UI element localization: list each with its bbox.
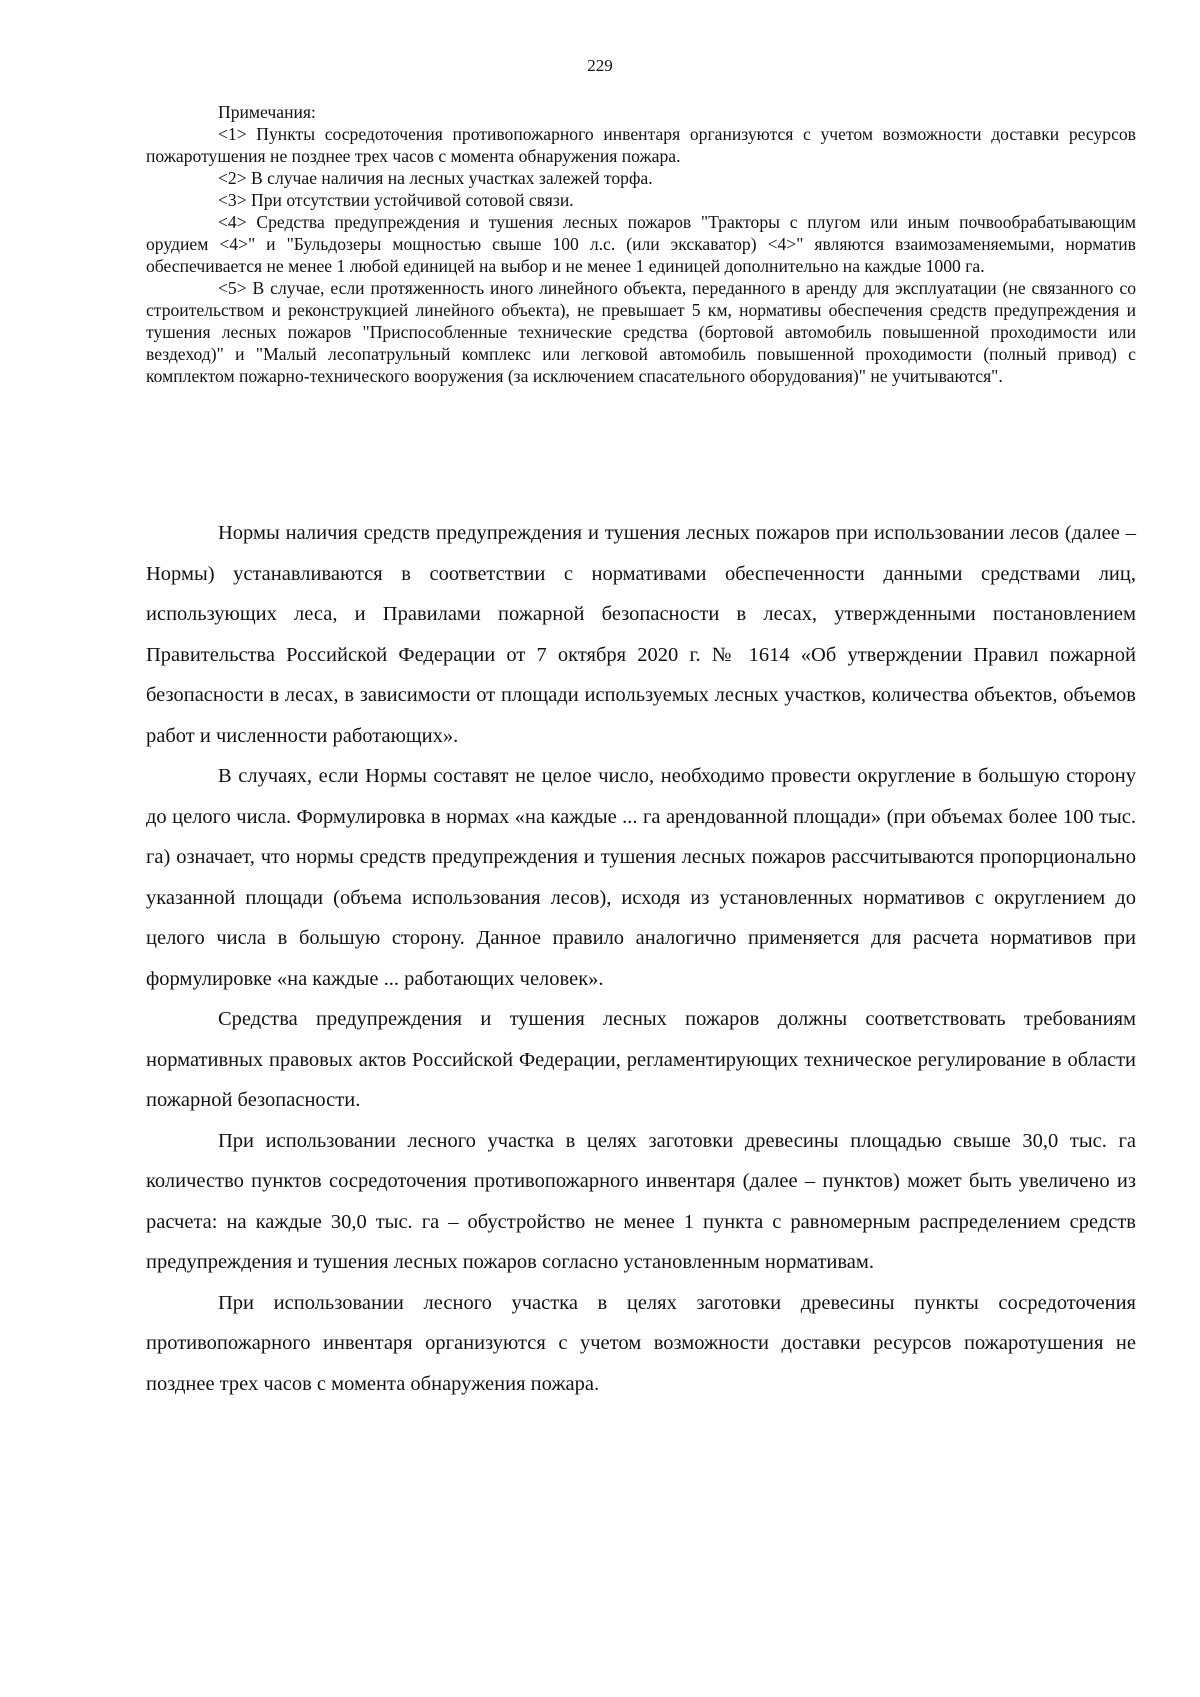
paragraph-points-organization: При использовании лесного участка в целях заготовки древесины пункты сосредоточения противопожарного инвентаря организуются с учетом возможности доставки ресурсов пожаротушения не позднее трех часов с момента обнаружения пожара. (146, 1291, 1136, 1395)
paragraph-norms: Нормы наличия средств предупреждения и тушения лесных пожаров при использовании лесов (далее – Нормы) устанавливаются в соответствии с нормативами обеспеченности данными средствами лиц, использующих леса, и Правилами пожарной безопасности в лесах, утвержденными постановлением Правительства Российской Федерации от 7 октября 2020 г. № 1614 «Об утверждении Правил пожарной безопасности в лесах, в зависимости от площади используемых лесных участков, количества объектов, объемов работ и численности работающих». (146, 522, 1136, 747)
note-1: <1> Пункты сосредоточения противопожарного инвентаря организуются с учетом возможности доставки ресурсов пожаротушения не позднее трех часов с момента обнаружения пожара. (146, 124, 1136, 166)
notes-section (146, 101, 1136, 387)
note-3: <3> При отсутствии устойчивой сотовой связи. (218, 190, 574, 210)
note-4: <4> Средства предупреждения и тушения лесных пожаров "Тракторы с плугом или иным почвообрабатывающим орудием <4>" и "Бульдозеры мощностью свыше 100 л.с. (или экскаватор) <4>" являются взаимозаменяемыми, норматив обеспечивается не менее 1 любой единицей на выбор и не менее 1 единицей дополнительно на каждые 1000 га. (146, 212, 1136, 276)
paragraph-compliance: Средства предупреждения и тушения лесных пожаров должны соответствовать требованиям нормативных правовых актов Российской Федерации, регламентирующих техническое регулирование в области пожарной безопасности. (146, 1008, 1136, 1111)
note-5: <5> В случае, если протяженность иного линейного объекта, переданного в аренду для эксплуатации (не связанного со строительством и реконструкцией линейного объекта), не превышает 5 км, нормативы обеспечения средств предупреждения и тушения лесных пожаров "Приспособленные технические средства (бортовой автомобиль повышенной проходимости или вездеход)" и "Малый лесопатрульный комплекс или легковой автомобиль повышенной проходимости (полный привод) с комплектом пожарно-технического вооружения (за исключением спасательного оборудования)" не учитываются". (146, 278, 1136, 386)
paragraph-rounding: В случаях, если Нормы составят не целое число, необходимо провести округление в большую сторону до целого числа. Формулировка в нормах «на каждые ... га арендованной площади» (при объемах более 100 тыс. га) означает, что нормы средств предупреждения и тушения лесных пожаров рассчитываются пропорционально указанной площади (объема использования лесов), исходя из установленных нормативов с округлением до целого числа в большую сторону. Данное правило аналогично применяется для расчета нормативов при формулировке «на каждые ... работающих человек». (146, 765, 1136, 990)
paragraph-points-count: При использовании лесного участка в целях заготовки древесины площадью свыше 30,0 тыс. га количество пунктов сосредоточения противопожарного инвентаря (далее – пунктов) может быть увеличено из расчета: на каждые 30,0 тыс. га – обустройство не менее 1 пункта с равномерным распределением средств предупреждения и тушения лесных пожаров согласно установленным нормативам. (146, 1129, 1136, 1273)
main-text (146, 513, 1136, 1404)
page-number: 229 (587, 56, 613, 75)
note-2: <2> В случае наличия на лесных участках залежей торфа. (218, 168, 653, 188)
notes-heading: Примечания: (218, 102, 316, 122)
